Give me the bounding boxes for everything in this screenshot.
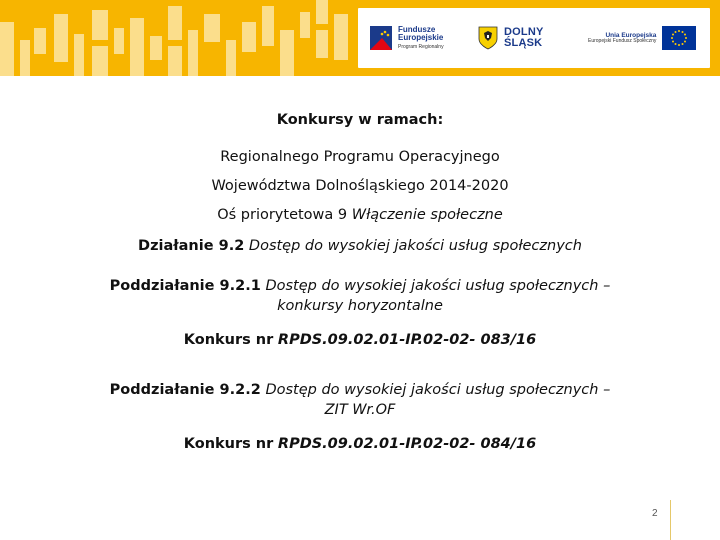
decorative-blocks-pattern xyxy=(0,0,360,76)
eu-logo-line2: Europejski Fundusz Społeczny xyxy=(588,37,657,44)
competition-2 xyxy=(70,434,650,454)
funds-logo-line3: Program Regionalny xyxy=(398,43,444,50)
funds-logo xyxy=(368,8,444,68)
intro-heading: Konkursy w ramach: xyxy=(276,112,444,128)
eu-logo xyxy=(588,8,696,68)
funds-logo-line1: Fundusze xyxy=(398,24,436,34)
lower-silesia-crest-icon xyxy=(478,26,498,50)
measure-title: Dostęp do wysokiej jakości usług społecznych xyxy=(248,238,582,254)
priority-axis-title: Włączenie społeczne xyxy=(351,207,503,223)
program-line-1: Regionalnego Programu Operacyjnego xyxy=(220,149,500,165)
submeasure-2-title-cont: ZIT Wr.OF xyxy=(324,402,396,418)
priority-axis-label: Oś priorytetowa 9 xyxy=(217,207,348,223)
header-band xyxy=(0,0,720,76)
submeasure-1-title-cont: konkursy horyzontalne xyxy=(277,298,443,314)
priority-axis xyxy=(70,200,650,230)
partner-logos-strip xyxy=(358,8,710,68)
competition-2-label: Konkurs nr xyxy=(183,436,274,452)
submeasure-1-title: Dostęp do wysokiej jakości usług społecznych – xyxy=(265,278,611,294)
submeasure-1 xyxy=(70,276,650,296)
competition-1-label: Konkurs nr xyxy=(183,332,274,348)
submeasure-2 xyxy=(70,380,650,400)
competition-1-number: RPDS.09.02.01-IP.02-02- 083/16 xyxy=(277,332,537,348)
measure xyxy=(70,230,650,262)
competition-1 xyxy=(70,330,650,350)
submeasure-2-label: Poddziałanie 9.2.2 xyxy=(109,382,261,398)
submeasure-block-1 xyxy=(70,276,650,350)
region-logo-line1: DOLNY xyxy=(504,26,544,38)
eu-flag-icon xyxy=(662,26,696,50)
competition-2-number: RPDS.09.02.01-IP.02-02- 084/16 xyxy=(277,436,537,452)
submeasure-1-label: Poddziałanie 9.2.1 xyxy=(109,278,261,294)
decorative-divider xyxy=(670,500,671,540)
submeasure-block-2 xyxy=(70,380,650,454)
funds-flag-icon xyxy=(368,24,394,52)
funds-logo-line2: Europejskie xyxy=(398,33,444,43)
eu-logo-line1: Unia Europejska xyxy=(605,31,657,39)
measure-label: Działanie 9.2 xyxy=(138,238,245,254)
program-line-2: Województwa Dolnośląskiego 2014-2020 xyxy=(211,178,509,194)
region-logo xyxy=(478,8,544,68)
slide-content xyxy=(70,106,650,454)
submeasure-2-title: Dostęp do wysokiej jakości usług społecznych – xyxy=(265,382,611,398)
page-number: 2 xyxy=(652,508,658,519)
region-logo-line2: ŚLĄSK xyxy=(504,37,543,49)
